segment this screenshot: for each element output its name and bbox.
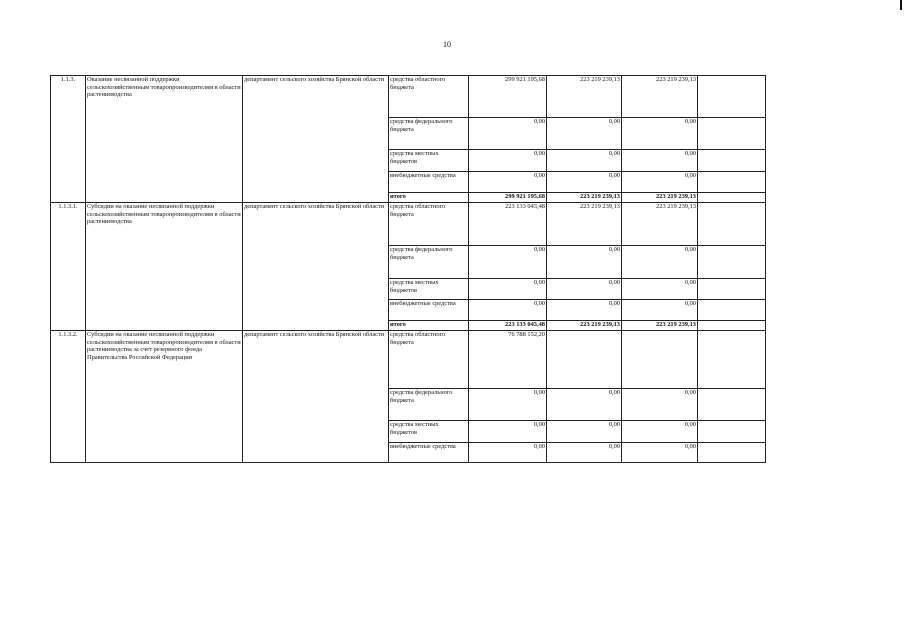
amount-cell: 0,00 (547, 279, 622, 300)
empty-cell (698, 300, 766, 321)
total-label: итого (389, 193, 469, 203)
total-amount: 223 219 239,13 (547, 321, 622, 331)
empty-cell (698, 321, 766, 331)
amount-cell: 0,00 (469, 246, 547, 279)
amount-cell: 0,00 (469, 172, 547, 193)
amount-cell: 223 219 239,13 (622, 76, 698, 118)
amount-cell (547, 331, 622, 389)
table-row (51, 203, 766, 246)
measure-name: Субсидии на оказание несвязанной поддержки сельскохозяйственным товаропроизводителям в области растениеводства (86, 203, 243, 331)
amount-cell: 76 788 152,20 (469, 331, 547, 389)
amount-cell: 0,00 (469, 421, 547, 443)
amount-cell: 0,00 (622, 443, 698, 463)
amount-cell: 0,00 (622, 421, 698, 443)
total-amount: 299 921 195,68 (469, 193, 547, 203)
total-label: итого (389, 321, 469, 331)
table-row (51, 76, 766, 118)
amount-cell: 0,00 (469, 389, 547, 421)
row-index: 1.1.3.1. (51, 203, 86, 331)
amount-cell: 223 133 043,48 (469, 203, 547, 246)
amount-cell: 0,00 (622, 172, 698, 193)
empty-cell (698, 76, 766, 118)
measure-name: Оказание несвязанной поддержки сельскохозяйственным товаропроизводителям в области растениеводства (86, 76, 243, 203)
funding-source: внебюджетные средства (389, 172, 469, 193)
amount-cell: 0,00 (547, 443, 622, 463)
empty-cell (698, 118, 766, 150)
amount-cell: 0,00 (469, 279, 547, 300)
funding-source: средства областного бюджета (389, 203, 469, 246)
empty-cell (698, 389, 766, 421)
amount-cell: 0,00 (469, 443, 547, 463)
amount-cell: 0,00 (547, 389, 622, 421)
amount-cell: 0,00 (622, 300, 698, 321)
total-amount: 223 133 043,48 (469, 321, 547, 331)
amount-cell: 0,00 (547, 118, 622, 150)
amount-cell: 0,00 (547, 246, 622, 279)
empty-cell (698, 246, 766, 279)
amount-cell: 0,00 (469, 150, 547, 172)
amount-cell (622, 331, 698, 389)
row-index: 1.1.3.2. (51, 331, 86, 463)
budget-table (50, 75, 766, 463)
empty-cell (698, 193, 766, 203)
total-amount: 223 219 239,13 (547, 193, 622, 203)
empty-cell (698, 443, 766, 463)
funding-source: средства местных бюджетов (389, 150, 469, 172)
amount-cell: 223 219 239,13 (622, 203, 698, 246)
executor-name: департамент сельского хозяйства Брянской области (243, 203, 389, 331)
amount-cell: 0,00 (547, 150, 622, 172)
funding-source: средства федерального бюджета (389, 118, 469, 150)
funding-source: средства местных бюджетов (389, 279, 469, 300)
total-amount: 223 219 239,13 (622, 321, 698, 331)
amount-cell: 223 219 239,13 (547, 76, 622, 118)
funding-source: средства областного бюджета (389, 76, 469, 118)
amount-cell: 0,00 (547, 421, 622, 443)
table-row (51, 331, 766, 389)
empty-cell (698, 421, 766, 443)
funding-source: средства федерального бюджета (389, 246, 469, 279)
row-index: 1.1.3. (51, 76, 86, 203)
scan-mark (900, 0, 902, 10)
amount-cell: 0,00 (622, 118, 698, 150)
funding-source: внебюджетные средства (389, 443, 469, 463)
amount-cell: 0,00 (547, 172, 622, 193)
funding-source: средства областного бюджета (389, 331, 469, 389)
empty-cell (698, 331, 766, 389)
amount-cell: 0,00 (622, 389, 698, 421)
total-amount: 223 219 239,13 (622, 193, 698, 203)
amount-cell: 0,00 (469, 300, 547, 321)
measure-name: Субсидии на оказание несвязанной поддержки сельскохозяйственным товаропроизводителям в области растениеводства за счет резервного фонда Правительства Российской Федерации (86, 331, 243, 463)
amount-cell: 223 219 239,13 (547, 203, 622, 246)
empty-cell (698, 150, 766, 172)
empty-cell (698, 172, 766, 193)
amount-cell: 0,00 (622, 279, 698, 300)
executor-name: департамент сельского хозяйства Брянской области (243, 331, 389, 463)
executor-name: департамент сельского хозяйства Брянской области (243, 76, 389, 203)
amount-cell: 0,00 (469, 118, 547, 150)
amount-cell: 0,00 (622, 246, 698, 279)
funding-source: внебюджетные средства (389, 300, 469, 321)
funding-source: средства местных бюджетов (389, 421, 469, 443)
amount-cell: 0,00 (622, 150, 698, 172)
empty-cell (698, 203, 766, 246)
amount-cell: 299 921 195,68 (469, 76, 547, 118)
funding-source: средства федерального бюджета (389, 389, 469, 421)
empty-cell (698, 279, 766, 300)
page-number: 10 (443, 40, 451, 49)
amount-cell: 0,00 (547, 300, 622, 321)
